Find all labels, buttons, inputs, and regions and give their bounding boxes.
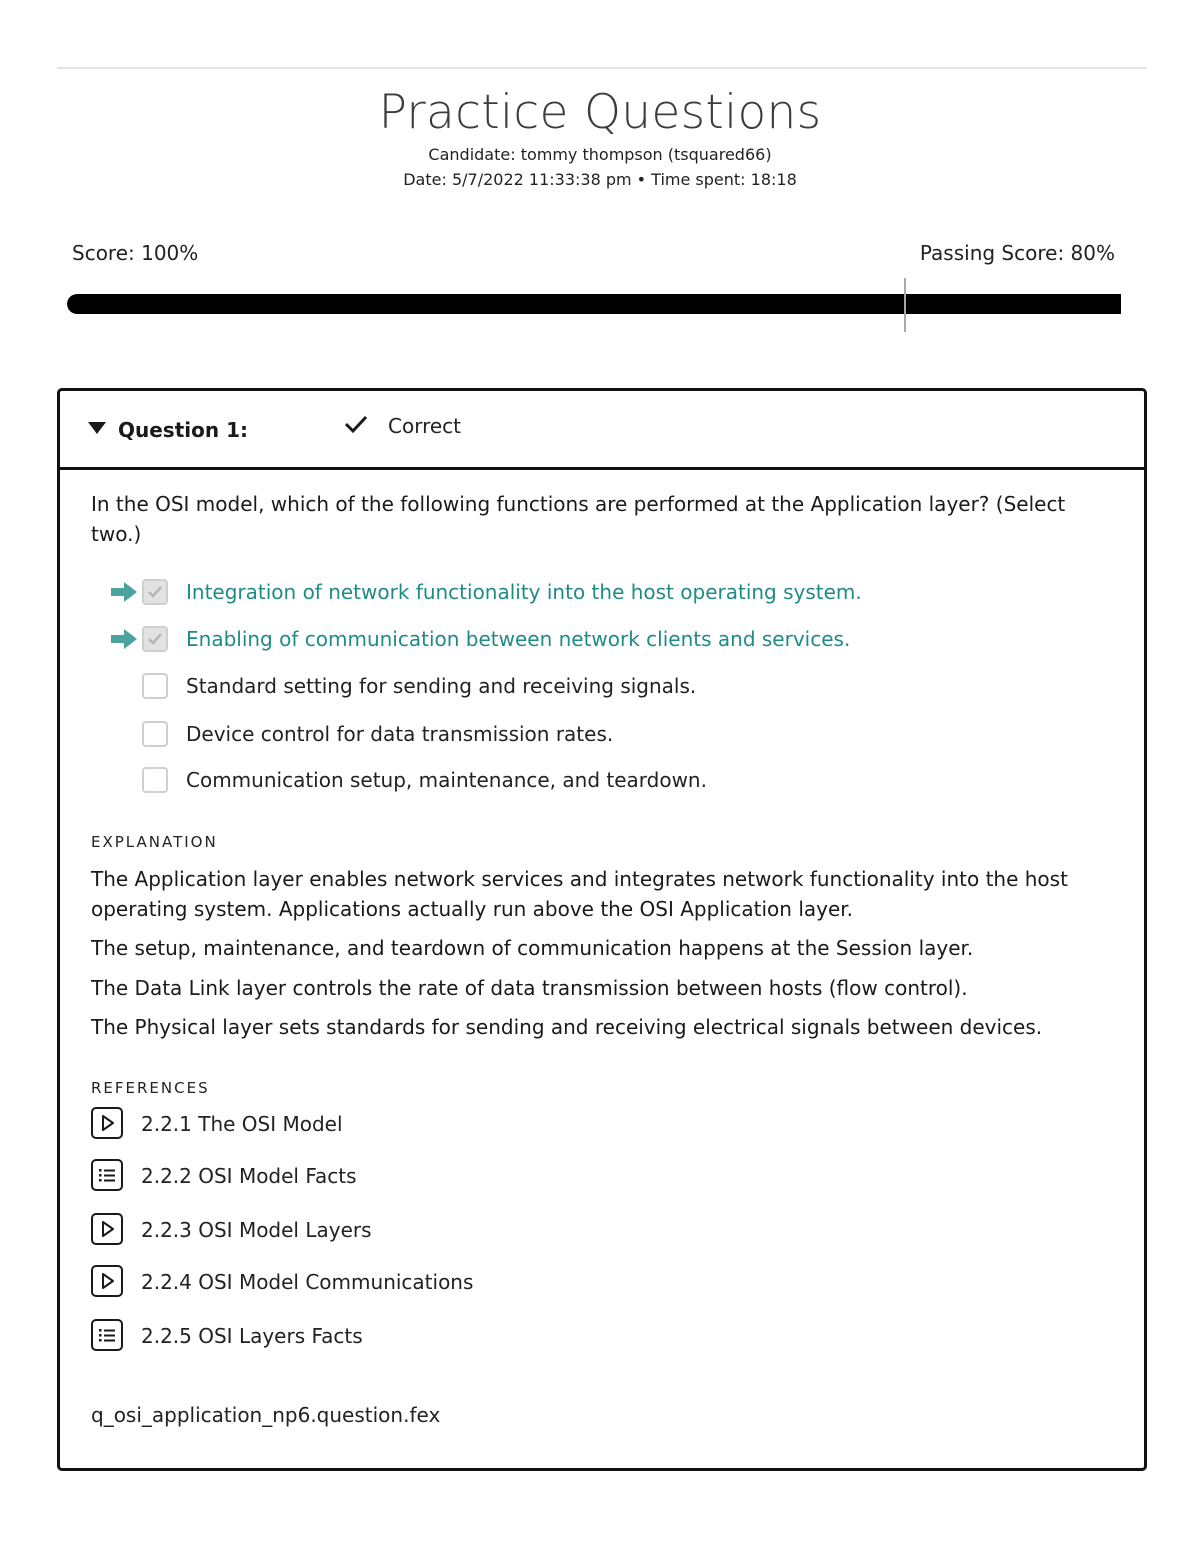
checkbox-check-icon xyxy=(146,630,164,648)
page-title: Practice Questions xyxy=(378,85,822,140)
reference-link[interactable] xyxy=(91,1319,791,1357)
reference-link[interactable] xyxy=(91,1107,791,1145)
explanation-heading: EXPLANATION xyxy=(91,833,218,851)
reference-label: 2.2.1 The OSI Model xyxy=(141,1112,343,1136)
answer-checkbox[interactable] xyxy=(142,767,168,793)
answer-option xyxy=(60,719,1140,753)
question-filename: q_osi_application_np6.question.fex xyxy=(91,1403,441,1427)
answer-option xyxy=(60,671,1140,705)
top-divider xyxy=(57,67,1147,69)
explanation-paragraph: The Data Link layer controls the rate of data transmission between hosts (flow control). xyxy=(91,976,968,1000)
list-icon xyxy=(91,1319,123,1351)
score-progress-bar xyxy=(67,294,1121,314)
answer-option xyxy=(60,577,1140,611)
explanation-paragraph: The Physical layer sets standards for sending and receiving electrical signals between devices. xyxy=(91,1015,1043,1039)
passing-score-label: Passing Score: 80% xyxy=(919,241,1115,265)
date-time-info: Date: 5/7/2022 11:33:38 pm • Time spent: 18:18 xyxy=(403,170,797,189)
correct-arrow-icon xyxy=(110,581,138,603)
reference-label: 2.2.3 OSI Model Layers xyxy=(141,1218,372,1242)
play-icon xyxy=(91,1107,123,1139)
reference-link[interactable] xyxy=(91,1213,791,1251)
answer-text: Device control for data transmission rates. xyxy=(186,722,614,746)
caret-down-icon[interactable] xyxy=(88,422,106,434)
score-progress-fill xyxy=(67,294,1121,314)
reference-link[interactable] xyxy=(91,1265,791,1303)
answer-text: Enabling of communication between network clients and services. xyxy=(186,627,851,651)
reference-link[interactable] xyxy=(91,1159,791,1197)
answer-text: Standard setting for sending and receiving signals. xyxy=(186,674,697,698)
question-status: Correct xyxy=(388,414,461,438)
question-header[interactable] xyxy=(60,391,1144,470)
answer-text: Integration of network functionality into the host operating system. xyxy=(186,580,862,604)
answer-text: Communication setup, maintenance, and teardown. xyxy=(186,768,707,792)
answer-checkbox[interactable] xyxy=(142,721,168,747)
report-header xyxy=(0,84,1200,192)
candidate-info: Candidate: tommy thompson (tsquared66) xyxy=(428,145,772,164)
reference-label: 2.2.2 OSI Model Facts xyxy=(141,1164,357,1188)
explanation-paragraph: The Application layer enables network services and integrates network functionality into the host operating system. Applications actually run above the OSI Application layer. xyxy=(91,867,1068,921)
question-text: In the OSI model, which of the following functions are performed at the Application layer? (Select two.) xyxy=(91,492,1066,546)
checkbox-check-icon xyxy=(146,583,164,601)
answer-checkbox[interactable] xyxy=(142,579,168,605)
references-heading: REFERENCES xyxy=(91,1079,210,1097)
answer-checkbox[interactable] xyxy=(142,626,168,652)
play-icon xyxy=(91,1265,123,1297)
score-label: Score: 100% xyxy=(72,241,199,265)
answer-option xyxy=(60,765,1140,799)
list-icon xyxy=(91,1159,123,1191)
correct-arrow-icon xyxy=(110,628,138,650)
passing-score-marker xyxy=(904,278,906,332)
checkmark-icon xyxy=(343,411,369,437)
reference-label: 2.2.4 OSI Model Communications xyxy=(141,1270,474,1294)
reference-label: 2.2.5 OSI Layers Facts xyxy=(141,1324,363,1348)
play-icon xyxy=(91,1213,123,1245)
question-number: Question 1: xyxy=(118,418,248,442)
answer-checkbox[interactable] xyxy=(142,673,168,699)
explanation-paragraph: The setup, maintenance, and teardown of communication happens at the Session layer. xyxy=(91,936,974,960)
question-card xyxy=(57,388,1147,1471)
answer-option xyxy=(60,624,1140,658)
